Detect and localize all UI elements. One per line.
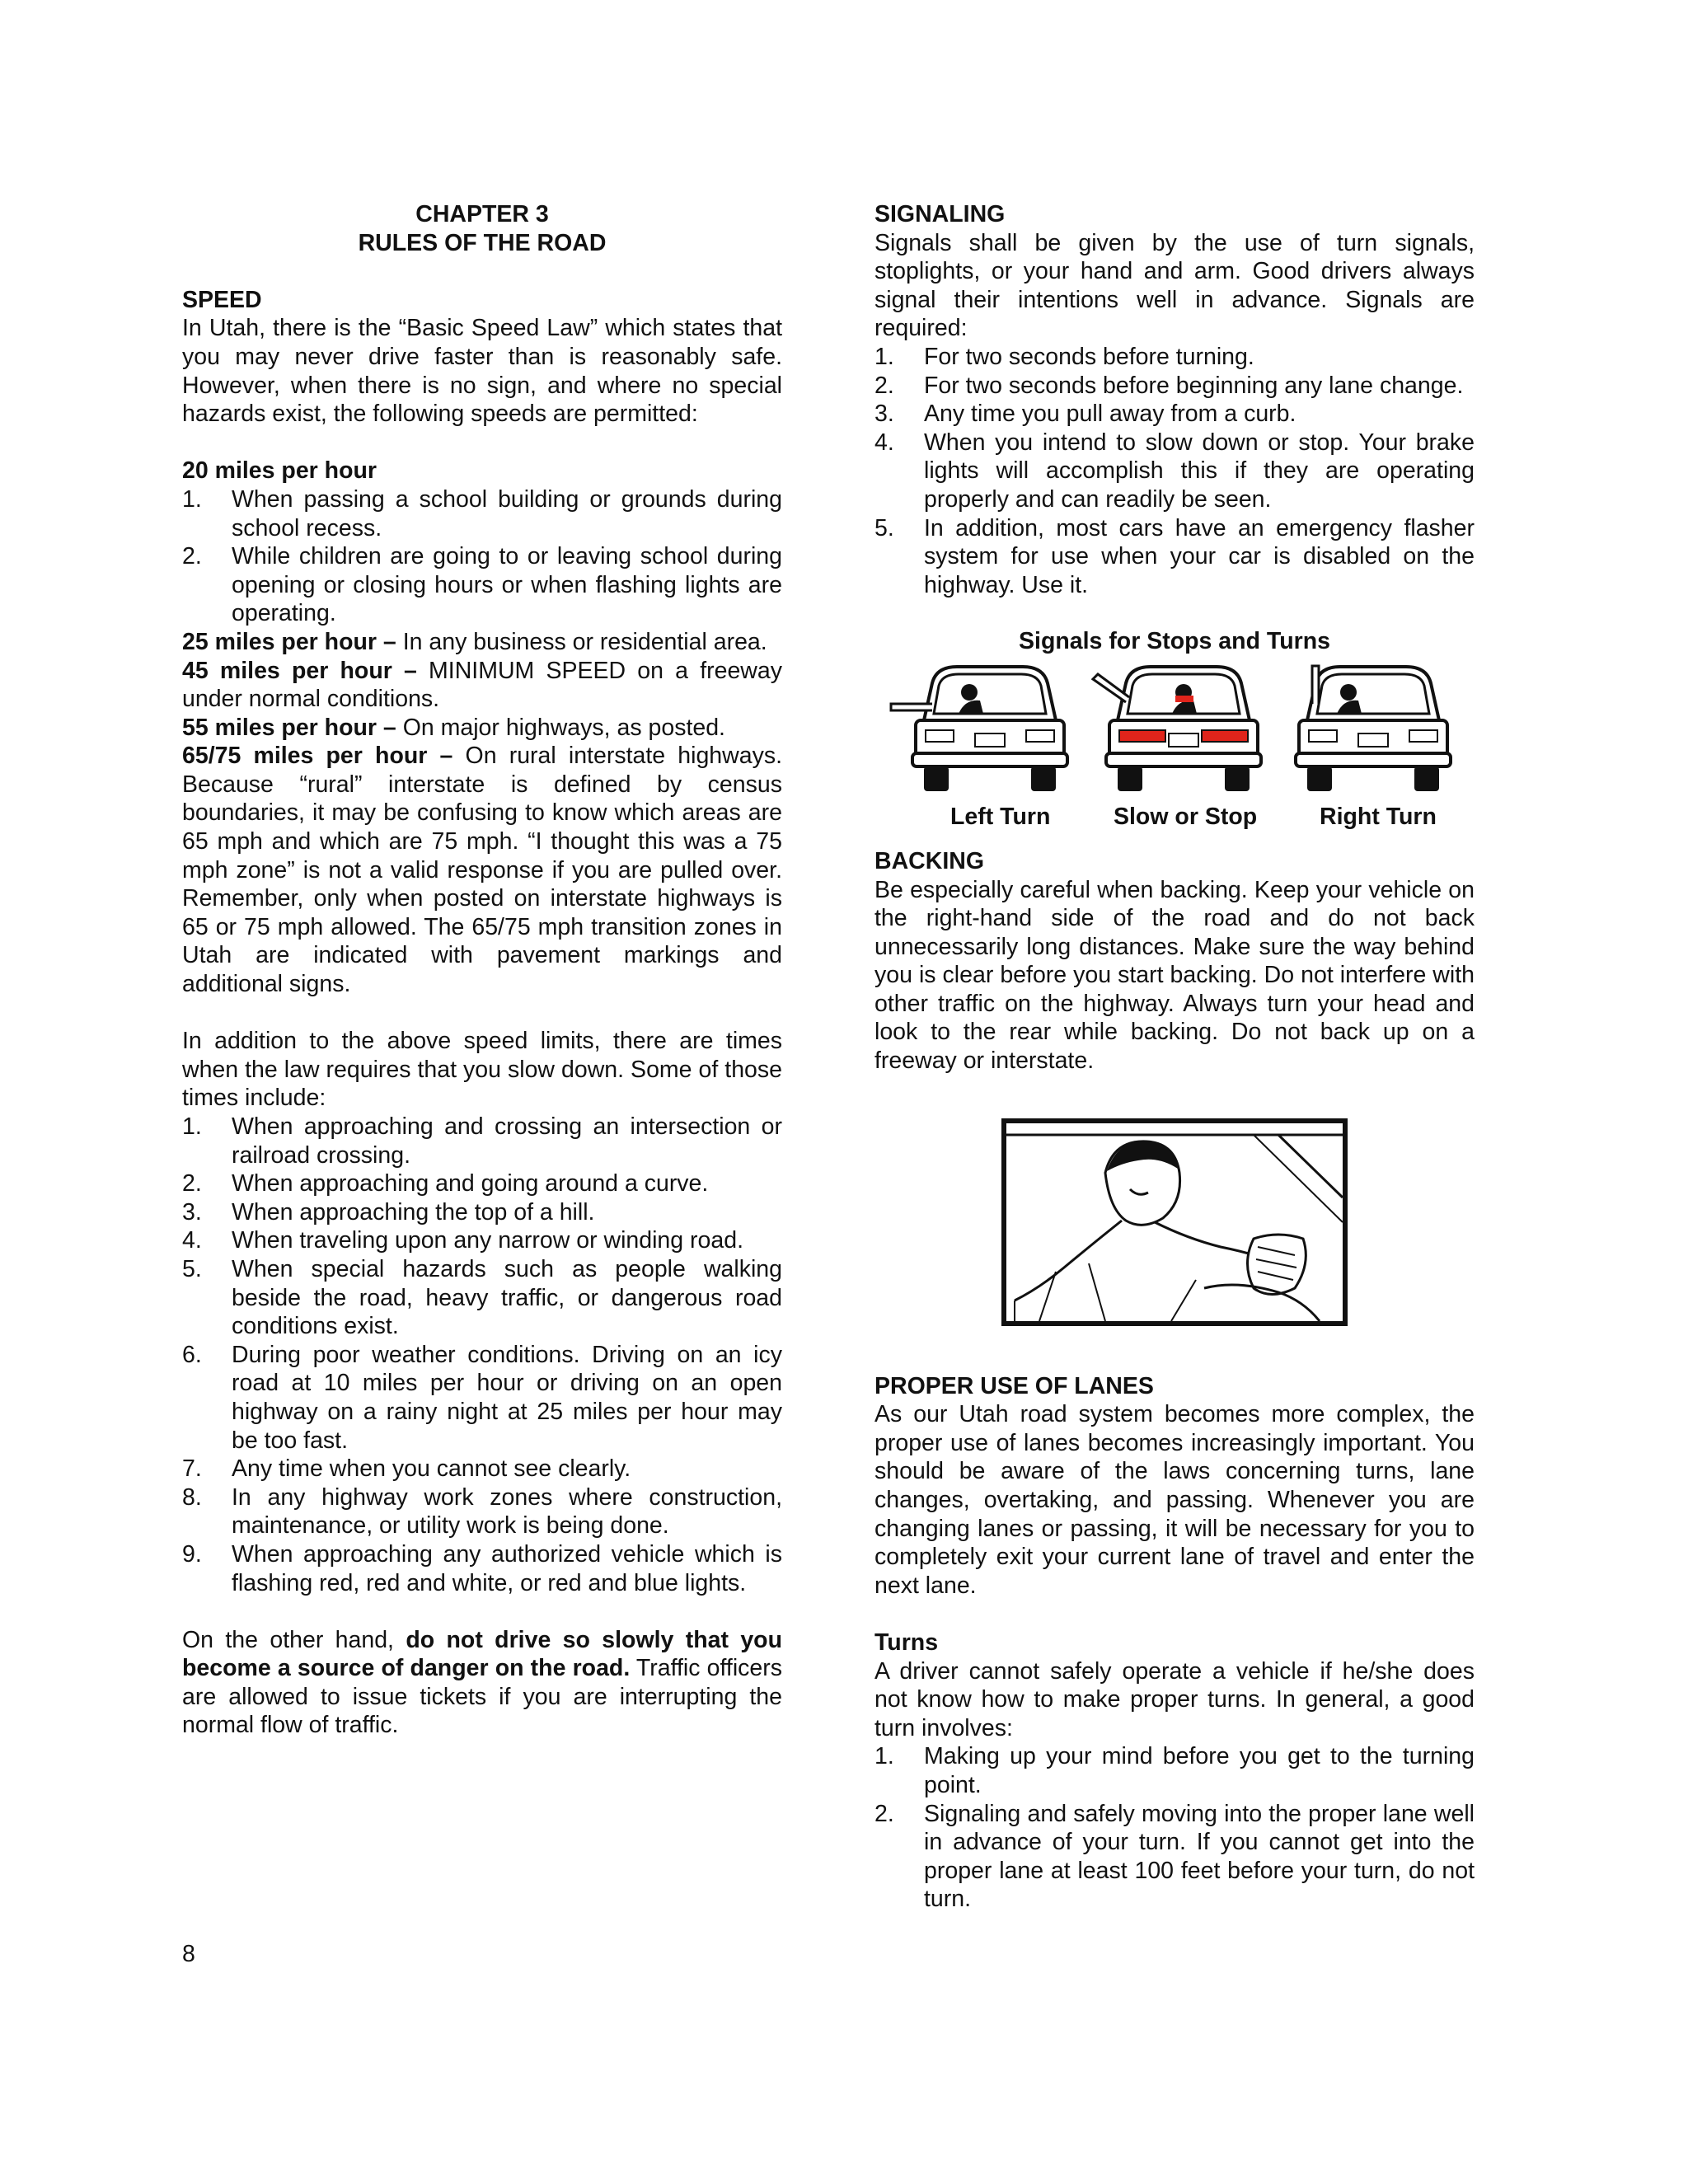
sixtyfive-mph-rule: 65/75 miles per hour – On rural interstate highways. Because “rural” interstate is defined by census boundaries, it may be confusing to know which areas are 65 mph and which are 75 mph. “I thought this was a 75 mph zone” is not a valid response if you are pulled over. Remember, only when posted on interstate highways is 65 or 75 mph allowed. The 65/75 mph transition zones in Utah are indicated with pavement markings and additional signs. bbox=[182, 743, 782, 998]
twenty-mph-list bbox=[182, 485, 782, 628]
slow-down-intro: In addition to the above speed limits, there are times when the law requires that you slow down. Some of those times include: bbox=[182, 1028, 782, 1112]
left-turn-car-illustration bbox=[891, 667, 1067, 791]
twenty-mph-heading: 20 miles per hour bbox=[182, 457, 377, 485]
signals-figure bbox=[874, 663, 1475, 803]
backing-illustration bbox=[1001, 1118, 1348, 1326]
signal-labels bbox=[874, 803, 1475, 836]
list-item: 5. In addition, most cars have an emergency flasher system for use when your car is disabled on the highway. Use it. bbox=[874, 514, 1475, 598]
slow-down-list bbox=[182, 1113, 782, 1597]
turns-text: A driver cannot safely operate a vehicle if he/she does not know how to make proper turns. In general, a good turn involves: bbox=[874, 1657, 1475, 1741]
signaling-intro: Signals shall be given by the use of turn signals, stoplights, or your hand and arm. Good drivers always signal their intentions well in advance. Signals are required: bbox=[874, 229, 1475, 342]
slow-stop-label: Slow or Stop bbox=[1114, 803, 1258, 830]
turns-list bbox=[874, 1742, 1475, 1914]
signaling-list bbox=[874, 343, 1475, 599]
list-item: 8. In any highway work zones where construction, maintenance, or utility work is being done. bbox=[182, 1483, 782, 1540]
lanes-text: As our Utah road system becomes more complex, the proper use of lanes becomes increasingly important. You should be aware of the laws concerning turns, lane changes, overtaking, and passing. Whenever you are changing lanes or passing, it will be necessary for you to completely exit your current lane of travel and enter the next lane. bbox=[874, 1401, 1475, 1599]
list-item: 2. While children are going to or leaving school during opening or closing hours or when flashing lights are operating. bbox=[182, 543, 782, 627]
fortyfive-mph-rule: 45 miles per hour – MINIMUM SPEED on a freeway under normal conditions. bbox=[182, 657, 782, 713]
backing-text: Be especially careful when backing. Keep your vehicle on the right-hand side of the road and do not back unnecessarily long distances. Make sure the way behind you is clear before you start backing. Do not interfere with other traffic on the highway. Always turn your head and look to the rear while backing. Do not back up on a freeway or interstate. bbox=[874, 876, 1475, 1075]
list-item: 7. Any time when you cannot see clearly. bbox=[182, 1455, 631, 1483]
driver-looking-back-image bbox=[1006, 1123, 1343, 1321]
list-item: 5. When special hazards such as people walking beside the road, heavy traffic, or dangerous road conditions exist. bbox=[182, 1255, 782, 1340]
chapter-number: CHAPTER 3 bbox=[415, 201, 549, 227]
backing-heading: BACKING bbox=[874, 847, 984, 874]
slow-stop-car-illustration bbox=[1093, 667, 1261, 791]
right-turn-label: Right Turn bbox=[1320, 803, 1437, 830]
speed-heading: SPEED bbox=[182, 286, 262, 313]
list-item: 1. When passing a school building or grounds during school recess. bbox=[182, 485, 782, 541]
list-item: 1. Making up your mind before you get to the turning point. bbox=[874, 1743, 1475, 1798]
chapter-title: RULES OF THE ROAD bbox=[358, 229, 607, 256]
list-item: 3. Any time you pull away from a curb. bbox=[874, 401, 1296, 428]
list-item: 6. During poor weather conditions. Driving on an icy road at 10 miles per hour or driving on an open highway on a rainy night at 25 miles per hour may be too fast. bbox=[182, 1341, 782, 1454]
twentyfive-mph-rule: 25 miles per hour – In any business or residential area. bbox=[182, 628, 767, 655]
lanes-heading: PROPER USE OF LANES bbox=[874, 1372, 1154, 1399]
list-item: 2. When approaching and going around a curve. bbox=[182, 1170, 709, 1197]
closing-paragraph: On the other hand, do not drive so slowly that you become a source of danger on the road. Traffic officers are allowed to issue tickets if you are interrupting the normal flow of traffic. bbox=[182, 1626, 782, 1739]
signaling-heading: SIGNALING bbox=[874, 201, 1006, 227]
turns-heading: Turns bbox=[874, 1629, 939, 1656]
list-item: 2. For two seconds before beginning any lane change. bbox=[874, 372, 1464, 399]
speed-intro: In Utah, there is the “Basic Speed Law” which states that you may never drive faster than is reasonably safe. However, when there is no sign, and where no special hazards exist, the following speeds are permitted: bbox=[182, 315, 782, 428]
right-turn-car-illustration bbox=[1296, 666, 1451, 791]
signals-figure-title: Signals for Stops and Turns bbox=[1019, 628, 1330, 655]
list-item: 9. When approaching any authorized vehicle which is flashing red, red and white, or red and blue lights. bbox=[182, 1540, 782, 1596]
list-item: 1. For two seconds before turning. bbox=[874, 343, 1254, 370]
left-column bbox=[182, 200, 782, 1740]
left-turn-label: Left Turn bbox=[950, 803, 1051, 830]
right-column bbox=[874, 200, 1475, 1914]
cars-illustration bbox=[874, 663, 1475, 803]
list-item: 4. When you intend to slow down or stop. Your brake lights will accomplish this if they are operating properly and can readily be seen. bbox=[874, 429, 1475, 513]
list-item: 3. When approaching the top of a hill. bbox=[182, 1198, 595, 1226]
list-item: 4. When traveling upon any narrow or winding road. bbox=[182, 1227, 744, 1254]
list-item: 2. Signaling and safely moving into the proper lane well in advance of your turn. If you cannot get into the proper lane at least 100 feet before your turn, do not turn. bbox=[874, 1800, 1475, 1913]
fiftyfive-mph-rule: 55 miles per hour – On major highways, as posted. bbox=[182, 714, 725, 741]
page-number: 8 bbox=[182, 1941, 195, 1967]
list-item: 1. When approaching and crossing an intersection or railroad crossing. bbox=[182, 1113, 782, 1169]
